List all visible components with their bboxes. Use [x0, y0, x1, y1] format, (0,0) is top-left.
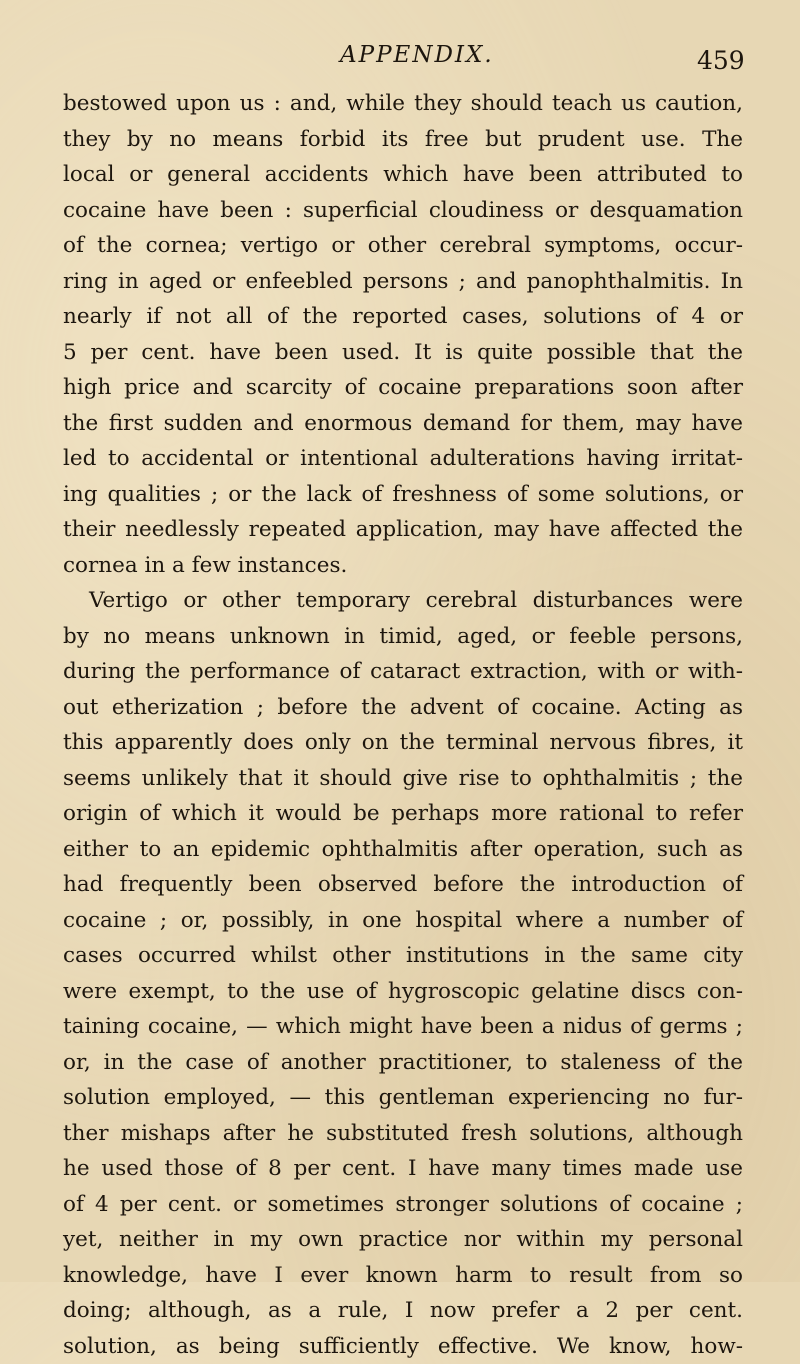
text-line: ther mishaps after he substituted fresh solutions, although: [63, 1116, 743, 1152]
text-line: either to an epidemic ophthalmitis after operation, such as: [63, 832, 743, 868]
text-line: out etherization ; before the advent of cocaine. Acting as: [63, 690, 743, 726]
text-line: cocaine have been : superficial cloudiness or desquamation: [63, 193, 743, 229]
text-line: of the cornea; vertigo or other cerebral symptoms, occur-: [63, 228, 743, 264]
text-line: bestowed upon us : and, while they should teach us caution,: [63, 86, 743, 122]
text-line: solution employed, — this gentleman experiencing no fur-: [63, 1080, 743, 1116]
text-line: cases occurred whilst other institutions in the same city: [63, 938, 743, 974]
running-title: APPENDIX.: [340, 42, 494, 68]
text-line: doing; although, as a rule, I now prefer a 2 per cent.: [63, 1293, 743, 1329]
text-line: ring in aged or enfeebled persons ; and panophthalmitis. In: [63, 264, 743, 300]
text-line: local or general accidents which have been attributed to: [63, 157, 743, 193]
text-line: knowledge, have I ever known harm to result from so: [63, 1258, 743, 1294]
running-head: [0, 42, 800, 82]
text-line: 5 per cent. have been used. It is quite possible that the: [63, 335, 743, 371]
text-line: he used those of 8 per cent. I have many times made use: [63, 1151, 743, 1187]
text-line: seems unlikely that it should give rise to ophthalmitis ; the: [63, 761, 743, 797]
text-line: nearly if not all of the reported cases, solutions of 4 or: [63, 299, 743, 335]
text-line: solution, as being sufficiently effective. We know, how-: [63, 1329, 743, 1364]
text-line: led to accidental or intentional adulterations having irritat-: [63, 441, 743, 477]
text-line: had frequently been observed before the introduction of: [63, 867, 743, 903]
text-line: of 4 per cent. or sometimes stronger solutions of cocaine ;: [63, 1187, 743, 1223]
text-line: yet, neither in my own practice nor within my personal: [63, 1222, 743, 1258]
body-text: [63, 86, 743, 1364]
page-number: 459: [697, 46, 745, 75]
text-line: high price and scarcity of cocaine preparations soon after: [63, 370, 743, 406]
text-line: were exempt, to the use of hygroscopic gelatine discs con-: [63, 974, 743, 1010]
text-line: the first sudden and enormous demand for them, may have: [63, 406, 743, 442]
text-line: by no means unknown in timid, aged, or feeble persons,: [63, 619, 743, 655]
paragraph-end-line: cornea in a few instances.: [63, 548, 743, 584]
paragraph-start-line: Vertigo or other temporary cerebral disturbances were: [63, 583, 743, 619]
text-line: cocaine ; or, possibly, in one hospital where a number of: [63, 903, 743, 939]
text-line: ing qualities ; or the lack of freshness of some solutions, or: [63, 477, 743, 513]
text-line: their needlessly repeated application, may have affected the: [63, 512, 743, 548]
text-line: taining cocaine, — which might have been a nidus of germs ;: [63, 1009, 743, 1045]
text-line: this apparently does only on the terminal nervous fibres, it: [63, 725, 743, 761]
text-line: or, in the case of another practitioner, to staleness of the: [63, 1045, 743, 1081]
text-line: during the performance of cataract extraction, with or with-: [63, 654, 743, 690]
text-line: they by no means forbid its free but prudent use. The: [63, 122, 743, 158]
text-line: origin of which it would be perhaps more rational to refer: [63, 796, 743, 832]
